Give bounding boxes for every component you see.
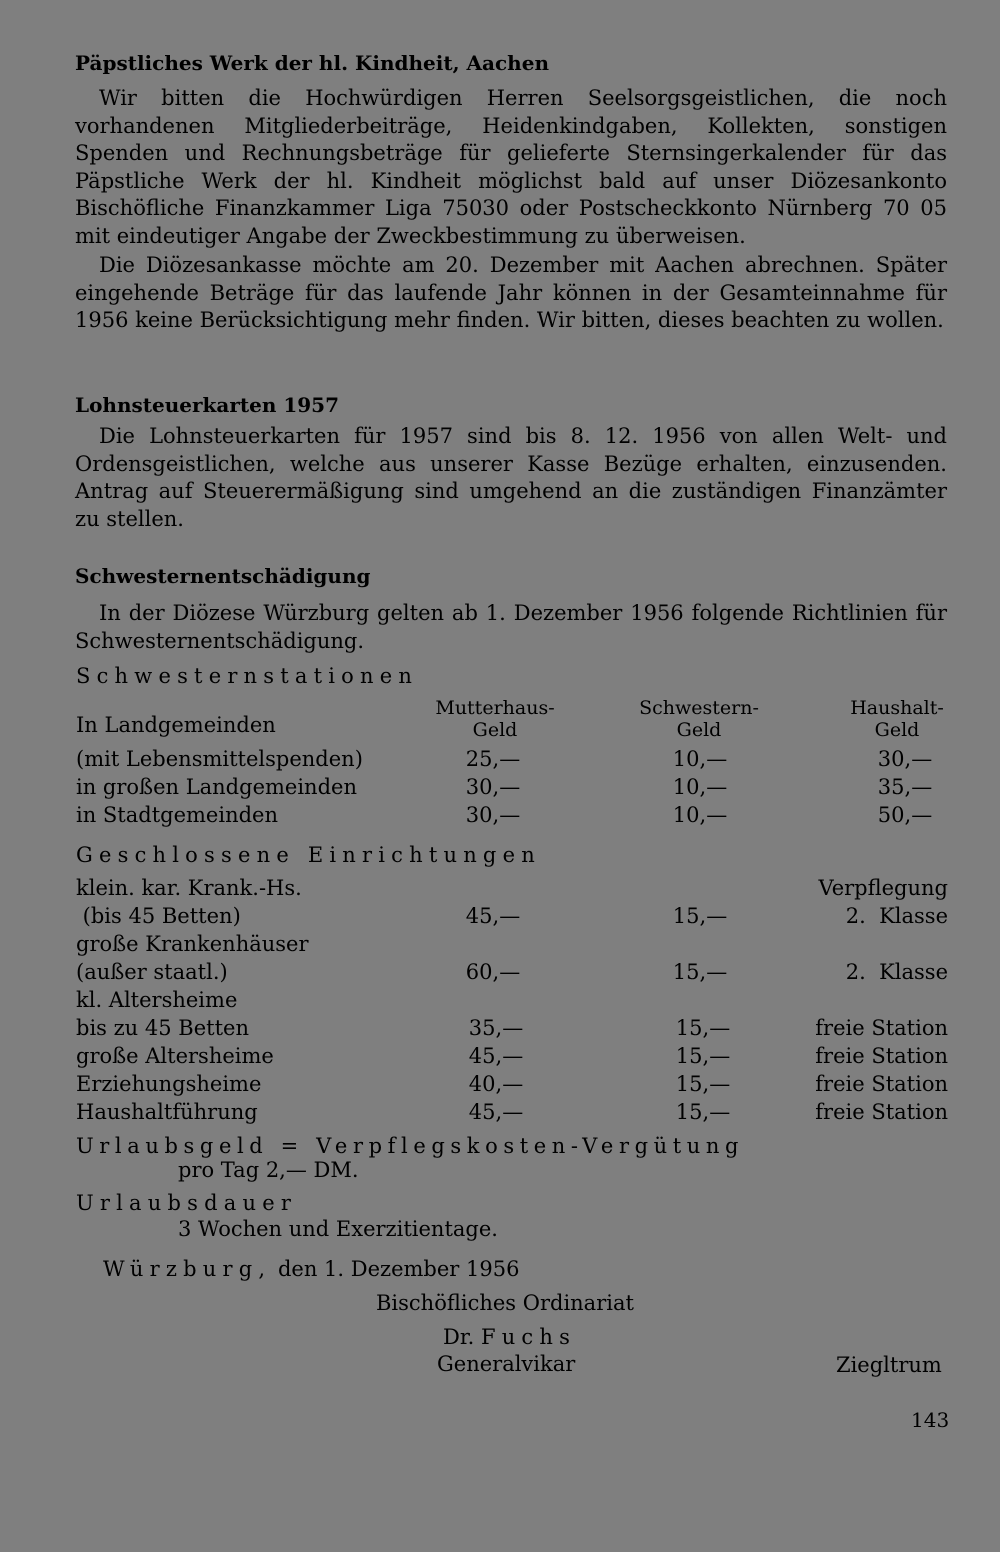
table-cell: freie Station xyxy=(815,1072,948,1096)
table-cell: 15,— xyxy=(672,904,728,928)
paragraph-lohnsteuer-text: Die Lohnsteuerkarten für 1957 sind bis 8. 12. 1956 von allen Welt- und Ordensgeistlichen, welche aus unserer Kasse Bezüge erhalten, einzusenden. Antrag auf Steuerermäßigung sind umgehend an die zuständigen Finanzämter zu stellen. xyxy=(75,424,947,531)
table-cell: 35,— xyxy=(877,775,933,799)
subheading-geschlossene-einrichtungen: Geschlossene Einrichtungen xyxy=(76,843,541,867)
paragraph-kindheit-1-text: Wir bitten die Hochwürdigen Herren Seelsorgsgeistlichen, die noch vorhandenen Mitgliederbeiträge, Heidenkindgaben, Kollekten, sonstigen Spenden und Rechnungsbeträge für gelieferte Sternsingerkalender für das Päpstliche Werk der hl. Kindheit möglichst bald auf unser Diözesankonto Bischöfliche Finanzkammer Liga 75030 oder Postscheckkonto Nürnberg 70 05 mit eindeutiger Angabe der Zweckbestimmung zu überweisen. xyxy=(75,86,947,248)
col-header-verpflegung: Verpflegung xyxy=(818,876,948,900)
table-row-label: klein. kar. Krank.-Hs. xyxy=(76,876,302,900)
table-cell: 15,— xyxy=(672,960,728,984)
table-row-label: in Stadtgemeinden xyxy=(76,803,278,827)
table-row-label: große Krankenhäuser xyxy=(76,932,309,956)
section-heading-schwestern: Schwesternentschädigung xyxy=(75,564,371,588)
table-cell: 45,— xyxy=(468,1100,524,1124)
section-heading-kindheit: Päpstliches Werk der hl. Kindheit, Aachen xyxy=(75,51,549,75)
table-row-label: (mit Lebensmittelspenden) xyxy=(76,747,363,771)
table-cell: 40,— xyxy=(468,1072,524,1096)
issuing-office: Bischöfliches Ordinariat xyxy=(376,1291,634,1315)
table-cell: 15,— xyxy=(675,1044,731,1068)
table-cell: 15,— xyxy=(675,1072,731,1096)
table-cell: freie Station xyxy=(815,1016,948,1040)
urlaubsdauer-heading: Urlaubsdauer xyxy=(76,1191,298,1215)
table-row-label: (bis 45 Betten) xyxy=(76,904,241,928)
table-cell: 2. Klasse xyxy=(845,904,948,928)
table-cell: freie Station xyxy=(815,1044,948,1068)
paragraph-kindheit-2-text: Die Diözesankasse möchte am 20. Dezember mit Aachen abrechnen. Später eingehende Beträge für das laufende Jahr können in der Gesamteinnahme für 1956 keine Berücksichtigung mehr finden. Wir bitten, dieses beachten zu wollen. xyxy=(75,253,947,332)
row-header-landgemeinden: In Landgemeinden xyxy=(76,713,276,737)
table-row-label: (außer staatl.) xyxy=(76,960,228,984)
col-header-mutterhaus: Mutterhaus- Geld xyxy=(435,697,555,741)
table-row-label: kl. Altersheime xyxy=(76,988,238,1012)
paragraph-lohnsteuer xyxy=(75,423,947,533)
date-text: den 1. Dezember 1956 xyxy=(277,1257,520,1281)
col-header-schwestern: Schwestern- Geld xyxy=(639,697,759,741)
signatory-title: Dr. xyxy=(443,1325,475,1349)
urlaubsdauer-text: 3 Wochen und Exerzitientage. xyxy=(178,1217,498,1241)
page-number: 143 xyxy=(911,1408,950,1432)
section-heading-lohnsteuer: Lohnsteuerkarten 1957 xyxy=(75,393,339,417)
paragraph-kindheit-2 xyxy=(75,252,947,335)
table-cell: 30,— xyxy=(465,775,521,799)
urlaubsgeld-heading: Urlaubsgeld = Verpflegskosten-Vergütung xyxy=(76,1134,745,1158)
second-signatory: Ziegltrum xyxy=(836,1353,942,1377)
table-cell: 60,— xyxy=(465,960,521,984)
table-cell: 15,— xyxy=(675,1100,731,1124)
paragraph-schwestern-intro-text: In der Diözese Würzburg gelten ab 1. Dezember 1956 folgende Richtlinien für Schwesternentschädigung. xyxy=(75,601,947,653)
paragraph-schwestern-intro xyxy=(75,600,947,655)
signatory-name: Fuchs xyxy=(480,1325,577,1349)
table-cell: freie Station xyxy=(815,1100,948,1124)
table-cell: 45,— xyxy=(465,904,521,928)
table-cell: 30,— xyxy=(465,803,521,827)
table-cell: 30,— xyxy=(877,747,933,771)
table-row-label: bis zu 45 Betten xyxy=(76,1016,249,1040)
table-row-label: in großen Landgemeinden xyxy=(76,775,357,799)
table-cell: 10,— xyxy=(672,747,728,771)
table-cell: 15,— xyxy=(675,1016,731,1040)
table-cell: 10,— xyxy=(672,775,728,799)
subheading-schwesternstationen: Schwesternstationen xyxy=(76,664,419,688)
signatory-name-line xyxy=(443,1324,576,1350)
table-row-label: Haushaltführung xyxy=(76,1100,258,1124)
urlaubsgeld-text: pro Tag 2,— DM. xyxy=(178,1158,359,1182)
paragraph-kindheit-1 xyxy=(75,85,947,250)
place-date-line xyxy=(103,1256,519,1282)
table-cell: 45,— xyxy=(468,1044,524,1068)
table-cell: 2. Klasse xyxy=(845,960,948,984)
place-name: Würzburg, xyxy=(103,1257,272,1281)
table-row-label: große Altersheime xyxy=(76,1044,274,1068)
table-cell: 35,— xyxy=(468,1016,524,1040)
col-header-haushalt: Haushalt- Geld xyxy=(850,697,944,741)
signatory-role: Generalvikar xyxy=(437,1352,576,1376)
table-cell: 25,— xyxy=(465,747,521,771)
table-cell: 50,— xyxy=(877,803,933,827)
table-row-label: Erziehungsheime xyxy=(76,1072,262,1096)
table-cell: 10,— xyxy=(672,803,728,827)
